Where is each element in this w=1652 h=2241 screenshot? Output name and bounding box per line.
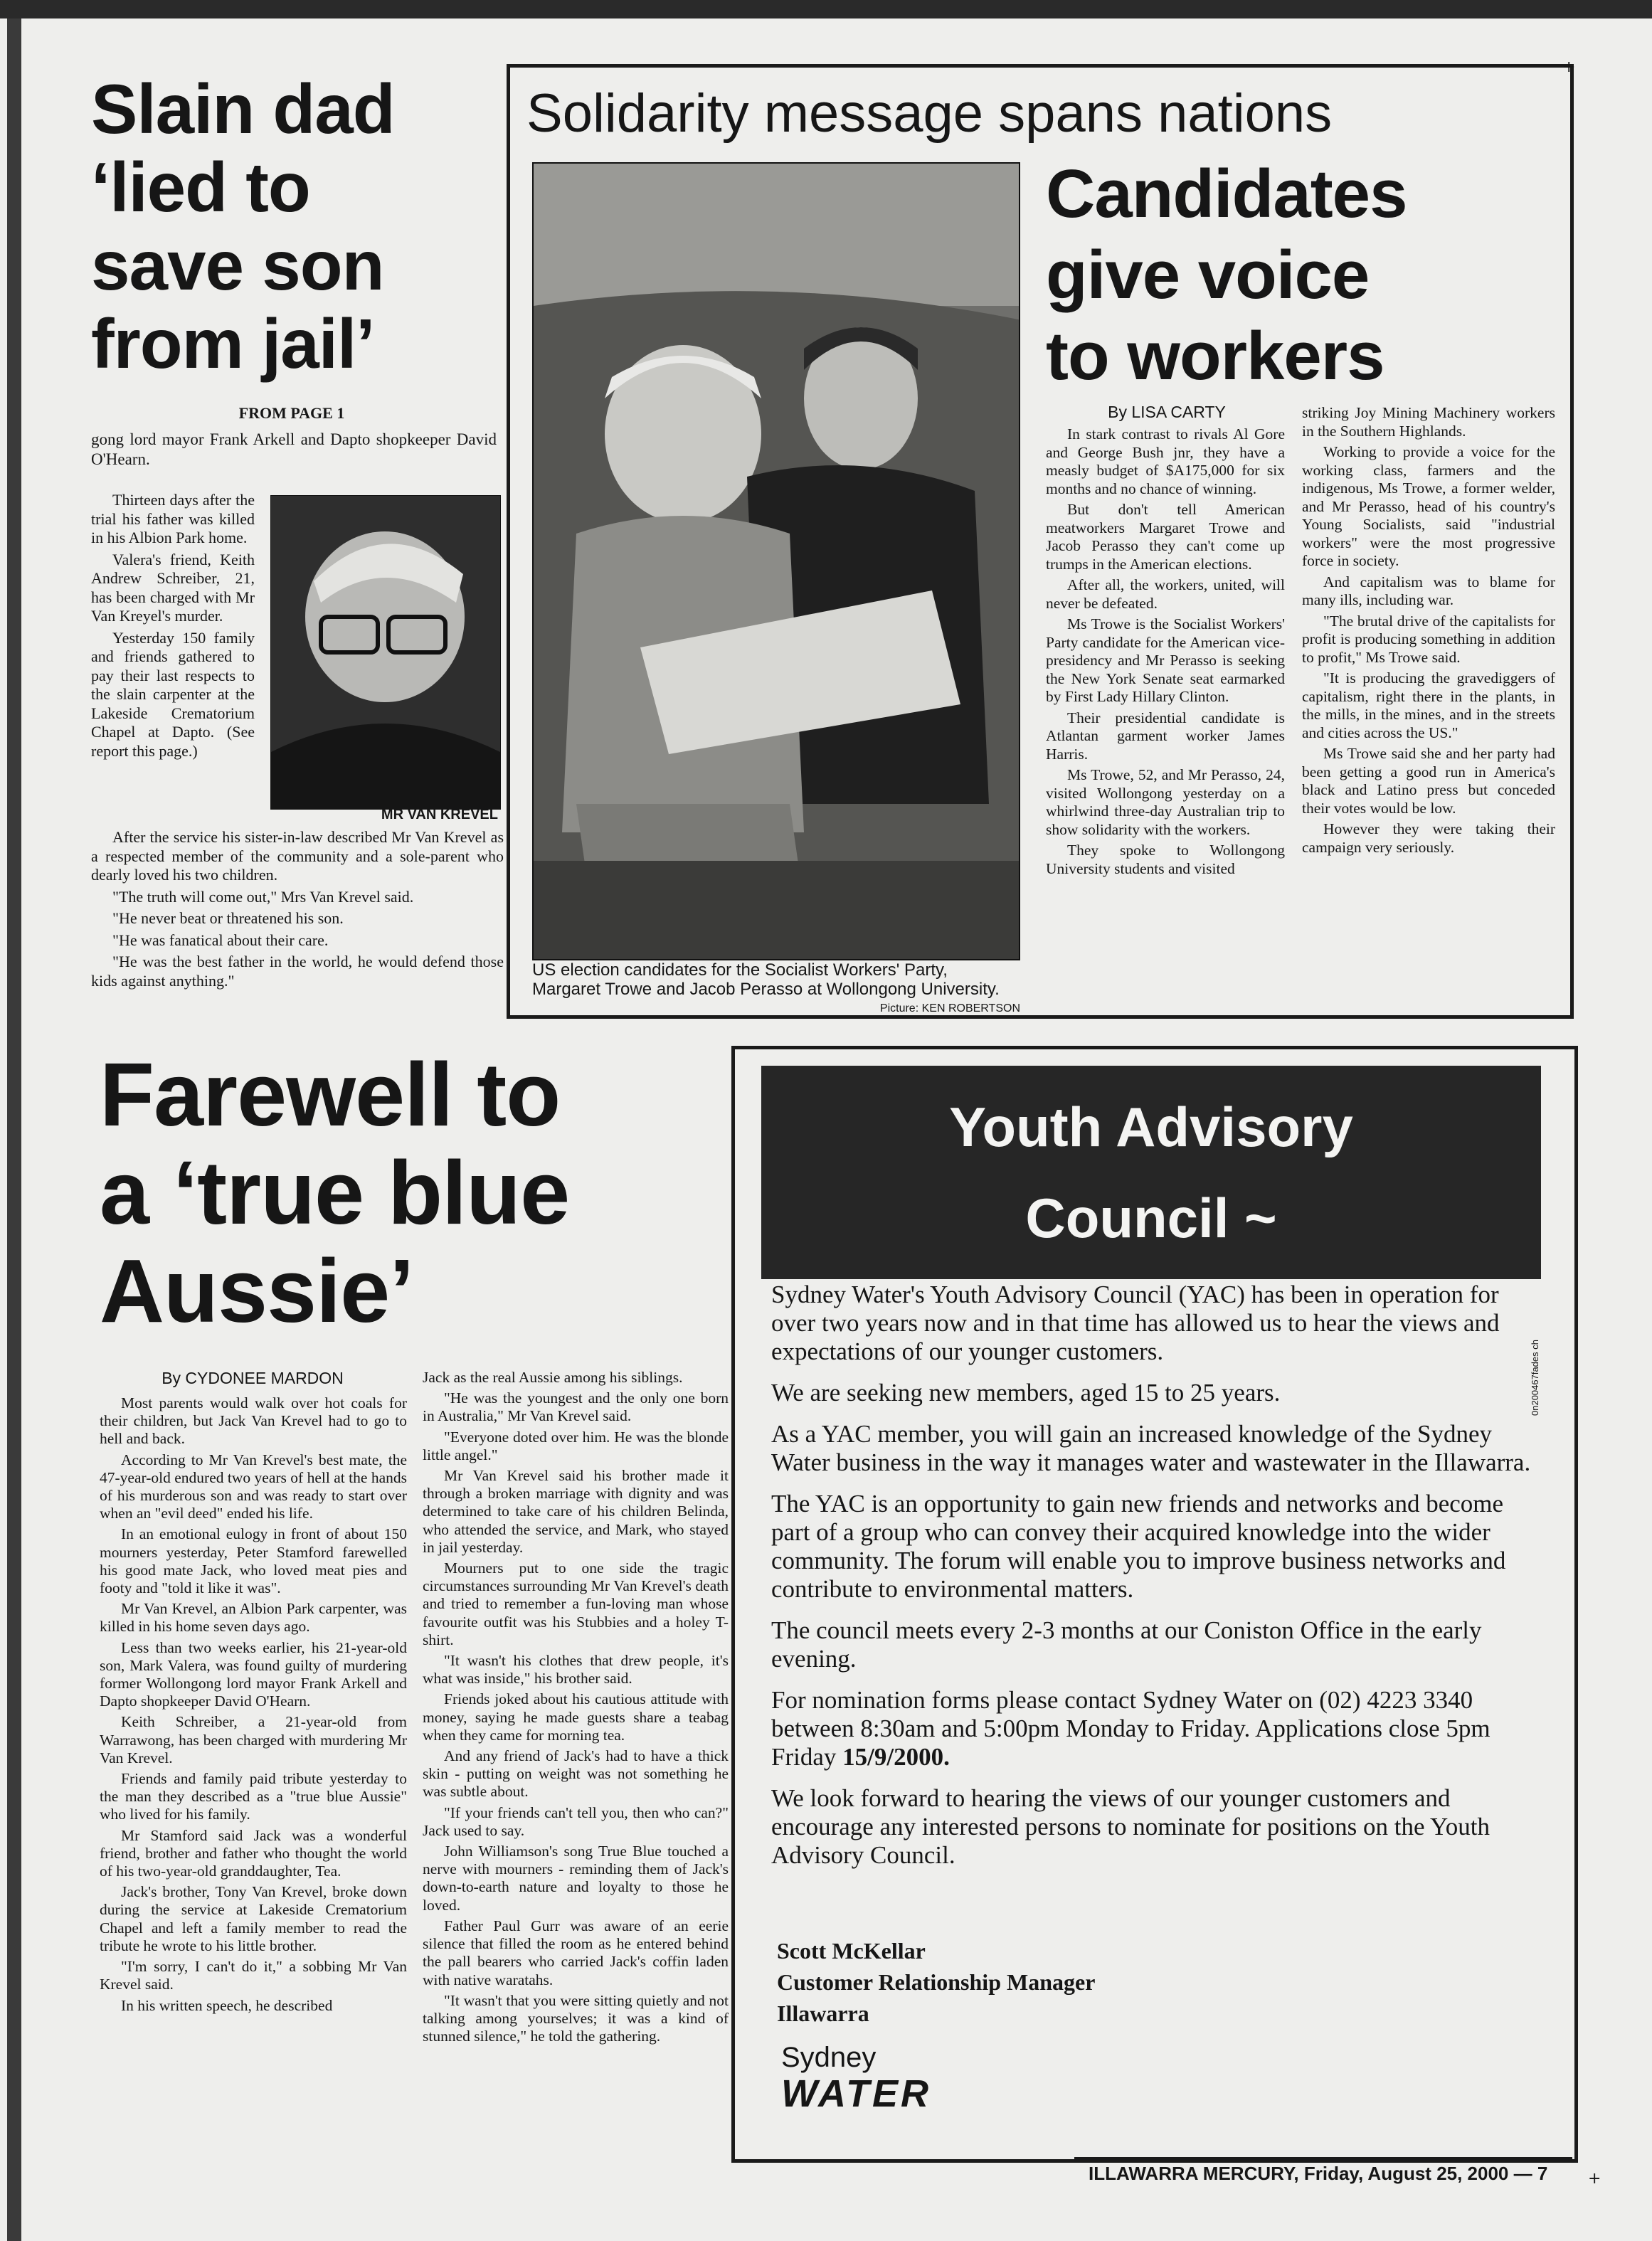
headline-line: save son bbox=[91, 226, 384, 304]
portrait-illustration bbox=[271, 496, 500, 809]
headline-line: Slain dad bbox=[91, 70, 395, 148]
paragraph: In stark contrast to rivals Al Gore and George Bush jnr, they have a measly budget of $A175,000 for six months and no chance of winning. bbox=[1046, 425, 1285, 497]
paragraph: And any friend of Jack's had to have a thick skin - putting on weight was not something he was subtle about. bbox=[423, 1747, 729, 1801]
ad-signature bbox=[777, 1935, 1095, 2029]
paragraph: Father Paul Gurr was aware of an eerie silence that filled the room as he entered behind the pall bearers who carried Jack's coffin laden with native waratahs. bbox=[423, 1917, 729, 1988]
paragraph: "He was the youngest and the only one born in Australia," Mr Van Krevel said. bbox=[423, 1389, 729, 1425]
closing-date: 15/9/2000. bbox=[842, 1743, 950, 1771]
byline-lisa-carty: By LISA CARTY bbox=[1108, 403, 1226, 421]
photo-caption bbox=[532, 960, 1020, 1018]
paragraph: Keith Schreiber, a 21-year-old from Warrawong, has been charged with murdering Mr Van Krevel. bbox=[100, 1713, 407, 1766]
farewell-column-1 bbox=[100, 1394, 407, 2018]
paragraph: According to Mr Van Krevel's best mate, the 47-year-old endured two years of hell at the hands of his murderous son and was ready to start over when an "evil deed" ended his life. bbox=[100, 1451, 407, 1522]
paragraph: "It wasn't that you were sitting quietly and not talking among yourselves; it was a kind of stunned silence," he told the gathering. bbox=[423, 1991, 729, 2045]
headline-line: a ‘true blue bbox=[100, 1143, 570, 1243]
signature-region: Illawarra bbox=[777, 2001, 869, 2026]
signature-name: Scott McKellar bbox=[777, 1938, 926, 1964]
headline-line: from jail’ bbox=[91, 304, 375, 383]
van-krevel-photo bbox=[270, 495, 501, 810]
paragraph: Ms Trowe is the Socialist Workers' Party candidate for the American vice-presidency and Mr Perasso is seeking the New York Senate seat earmarked by First Lady Hillary Clinton. bbox=[1046, 615, 1285, 705]
farewell-column-2 bbox=[423, 1369, 729, 2048]
photo-credit: Picture: KEN ROBERTSON bbox=[879, 1002, 1020, 1014]
paragraph: "It wasn't his clothes that drew people, it's what was inside," his brother said. bbox=[423, 1652, 729, 1688]
paragraph: Jack's brother, Tony Van Krevel, broke down during the service at Lakeside Crematorium Chapel and left a family member to read the tribute he wrote to his little brother. bbox=[100, 1883, 407, 1954]
farewell-headline bbox=[100, 1046, 726, 1340]
paragraph: And capitalism was to blame for many ills, including war. bbox=[1302, 573, 1555, 608]
paragraph: Friends and family paid tribute yesterday to the man they described as a "true blue Aussie" who lived for his family. bbox=[100, 1770, 407, 1823]
paragraph: Less than two weeks earlier, his 21-year-old son, Mark Valera, was found guilty of murdering former Wollongong lord mayor Frank Arkell and Dapto shopkeeper David O'Hearn. bbox=[100, 1638, 407, 1710]
banner-line: Youth Advisory bbox=[949, 1096, 1353, 1158]
slain-wrap-column bbox=[91, 491, 255, 763]
solidarity-title: Solidarity message spans nations bbox=[526, 83, 1333, 144]
paragraph: In an emotional eulogy in front of about 150 mourners yesterday, Peter Stamford farewelled his good mate Jack, who loved meat pies and footy and "told it like it was". bbox=[100, 1525, 407, 1597]
logo-sydney: Sydney bbox=[781, 2042, 877, 2073]
paragraph: However they were taking their campaign very seriously. bbox=[1302, 820, 1555, 856]
paragraph: Mr Stamford said Jack was a wonderful friend, brother and father who thought the world of his two-year-old granddaughter, Tea. bbox=[100, 1826, 407, 1880]
paragraph: After all, the workers, united, will never be defeated. bbox=[1046, 576, 1285, 612]
headline-line: ‘lied to bbox=[91, 148, 310, 226]
paragraph: Mr Van Krevel, an Albion Park carpenter, was killed in his home seven days ago. bbox=[100, 1600, 407, 1636]
paragraph: Friends joked about his cautious attitude with money, saying he made guests share a teabag when they came for morning tea. bbox=[423, 1690, 729, 1744]
slain-intro: gong lord mayor Frank Arkell and Dapto shopkeeper David O'Hearn. bbox=[91, 430, 497, 468]
paragraph: Jack as the real Aussie among his siblings. bbox=[423, 1369, 683, 1386]
ad-paragraph: Sydney Water's Youth Advisory Council (YAC) has been in operation for over two years now and in that time has allowed us to hear the views and expectations of our younger customers. bbox=[771, 1281, 1500, 1365]
headline-line: Aussie’ bbox=[100, 1241, 414, 1341]
paragraph: Valera's friend, Keith Andrew Schreiber, 21, has been charged with Mr Van Kreyel's murder. bbox=[91, 550, 255, 625]
headline-line: to workers bbox=[1046, 318, 1384, 394]
paragraph: Their presidential candidate is Atlantan garment worker James Harris. bbox=[1046, 709, 1285, 763]
paragraph: "The brutal drive of the capitalists for profit is producing something in addition to profit," Ms Trowe said. bbox=[1302, 612, 1555, 666]
sydney-water-logo bbox=[781, 2042, 931, 2114]
footer-rule bbox=[1074, 2157, 1572, 2159]
paragraph: "Everyone doted over him. He was the blonde little angel." bbox=[423, 1428, 729, 1463]
candidates-photo bbox=[532, 162, 1020, 960]
paragraph: Mourners put to one side the tragic circumstances surrounding Mr Van Krevel's death and tried to remember a fun-loving man whose favourite outfit was his Stubbies and a holey T-shirt. bbox=[423, 1559, 729, 1648]
logo-water: WATER bbox=[781, 2072, 931, 2115]
paragraph: After the service his sister-in-law described Mr Van Krevel as a respected member of the community and a sole-parent who dearly loved his two children. bbox=[91, 828, 504, 884]
paragraph: Yesterday 150 family and friends gathered to pay their last respects to the slain carpenter at the Lakeside Crematorium Chapel at Dapto. (See report this page.) bbox=[91, 628, 255, 760]
page-footer: ILLAWARRA MERCURY, Friday, August 25, 2000 — 7 bbox=[1089, 2163, 1548, 2184]
paragraph: Thirteen days after the trial his father was killed in his Albion Park home. bbox=[91, 491, 255, 546]
paragraph: They spoke to Wollongong University students and visited bbox=[1046, 842, 1285, 877]
ad-paragraph bbox=[771, 1686, 1540, 1771]
paragraph: John Williamson's song True Blue touched a nerve with mourners - reminding them of Jack's down-to-earth nature and loyalty to those he loved. bbox=[423, 1843, 729, 1914]
ad-paragraph: The YAC is an opportunity to gain new friends and networks and become part of a group who can convey their acquired knowledge into the wider community. The forum will enable you to improve business networks and contribute to environmental matters. bbox=[771, 1490, 1506, 1603]
slain-dad-headline bbox=[91, 70, 489, 383]
headline-line: give voice bbox=[1046, 237, 1370, 313]
candidates-column-1 bbox=[1046, 425, 1285, 881]
scan-left-edge bbox=[7, 18, 21, 2241]
slain-body bbox=[91, 828, 504, 993]
paragraph: "He never beat or threatened his son. bbox=[112, 909, 344, 927]
ad-paragraph: The council meets every 2-3 months at our Coniston Office in the early evening. bbox=[771, 1616, 1482, 1673]
scan-top-edge bbox=[0, 0, 1652, 18]
banner-line: Council ~ bbox=[1025, 1187, 1277, 1249]
paragraph: Ms Trowe said she and her party had been getting a good run in America's black and Latino press but conceded their votes would be low. bbox=[1302, 745, 1555, 817]
paragraph: "It is producing the gravediggers of capitalism, right there in the plants, in the mills, in the mines, and in the streets and cities across the US." bbox=[1302, 669, 1555, 741]
ad-paragraph: We look forward to hearing the views of our younger customers and encourage any interested persons to nominate for positions on the Youth Advisory Council. bbox=[771, 1784, 1490, 1869]
paragraph: "If your friends can't tell you, then who can?" Jack used to say. bbox=[423, 1803, 729, 1839]
paragraph: "He was the best father in the world, he would defend those kids against anything." bbox=[91, 953, 504, 990]
paragraph: Mr Van Krevel said his brother made it through a broken marriage with dignity and was determined to take care of his children Belinda, who attended the service, and Mark, who stayed in jail yesterday. bbox=[423, 1467, 729, 1556]
ad-paragraph: We are seeking new members, aged 15 to 25 years. bbox=[771, 1379, 1281, 1406]
signature-title: Customer Relationship Manager bbox=[777, 1969, 1096, 1995]
paragraph: "He was fanatical about their care. bbox=[112, 931, 329, 949]
ad-code: 0n200467fades ch bbox=[1530, 1340, 1540, 1416]
candidates-column-2 bbox=[1302, 404, 1555, 859]
paragraph: "The truth will come out," Mrs Van Krevel said. bbox=[112, 887, 414, 906]
paragraph: "I'm sorry, I can't do it," a sobbing Mr Van Krevel said. bbox=[100, 1958, 407, 1993]
paragraph: In his written speech, he described bbox=[121, 1996, 333, 2014]
photo-label: MR VAN KREVEL bbox=[381, 807, 498, 822]
paragraph: Most parents would walk over hot coals for their children, but Jack Van Krevel had to go to hell and back. bbox=[100, 1394, 407, 1448]
park-scene-illustration bbox=[534, 164, 1020, 960]
headline-line: Candidates bbox=[1046, 156, 1407, 232]
caption-text: US election candidates for the Socialist Workers' Party, Margaret Trowe and Jacob Perasso at Wollongong University. bbox=[532, 960, 1000, 999]
paragraph: Ms Trowe, 52, and Mr Perasso, 24, visited Wollongong yesterday on a whirlwind three-day Australian trip to show solidarity with the workers. bbox=[1046, 766, 1285, 838]
ad-banner bbox=[761, 1066, 1541, 1279]
from-page-kicker: FROM PAGE 1 bbox=[238, 404, 345, 422]
headline-line: Farewell to bbox=[100, 1044, 561, 1145]
crop-mark: + bbox=[1588, 2170, 1601, 2188]
nomination-text: For nomination forms please contact Sydney Water on (02) 4223 3340 between 8:30am and 5:00pm Monday to Friday. Applications close 5pm Friday bbox=[771, 1686, 1490, 1771]
crop-mark: + bbox=[1562, 58, 1576, 76]
paragraph: Working to provide a voice for the working class, farmers and the indigenous, Ms Trowe, a former welder, and Mr Perasso, head of his country's Young Socialists, said "industrial workers" were the most progressive force in society. bbox=[1302, 443, 1555, 569]
paragraph: striking Joy Mining Machinery workers in the Southern Highlands. bbox=[1302, 404, 1555, 440]
byline-cydonee-mardon: By CYDONEE MARDON bbox=[162, 1369, 344, 1387]
paragraph: But don't tell American meatworkers Margaret Trowe and Jacob Perasso they can't come up trumps in the American elections. bbox=[1046, 501, 1285, 573]
ad-paragraph: As a YAC member, you will gain an increased knowledge of the Sydney Water business in the way it manages water and wastewater in the Illawarra. bbox=[771, 1420, 1531, 1476]
candidates-headline bbox=[1046, 154, 1558, 397]
ad-body bbox=[771, 1281, 1540, 1882]
